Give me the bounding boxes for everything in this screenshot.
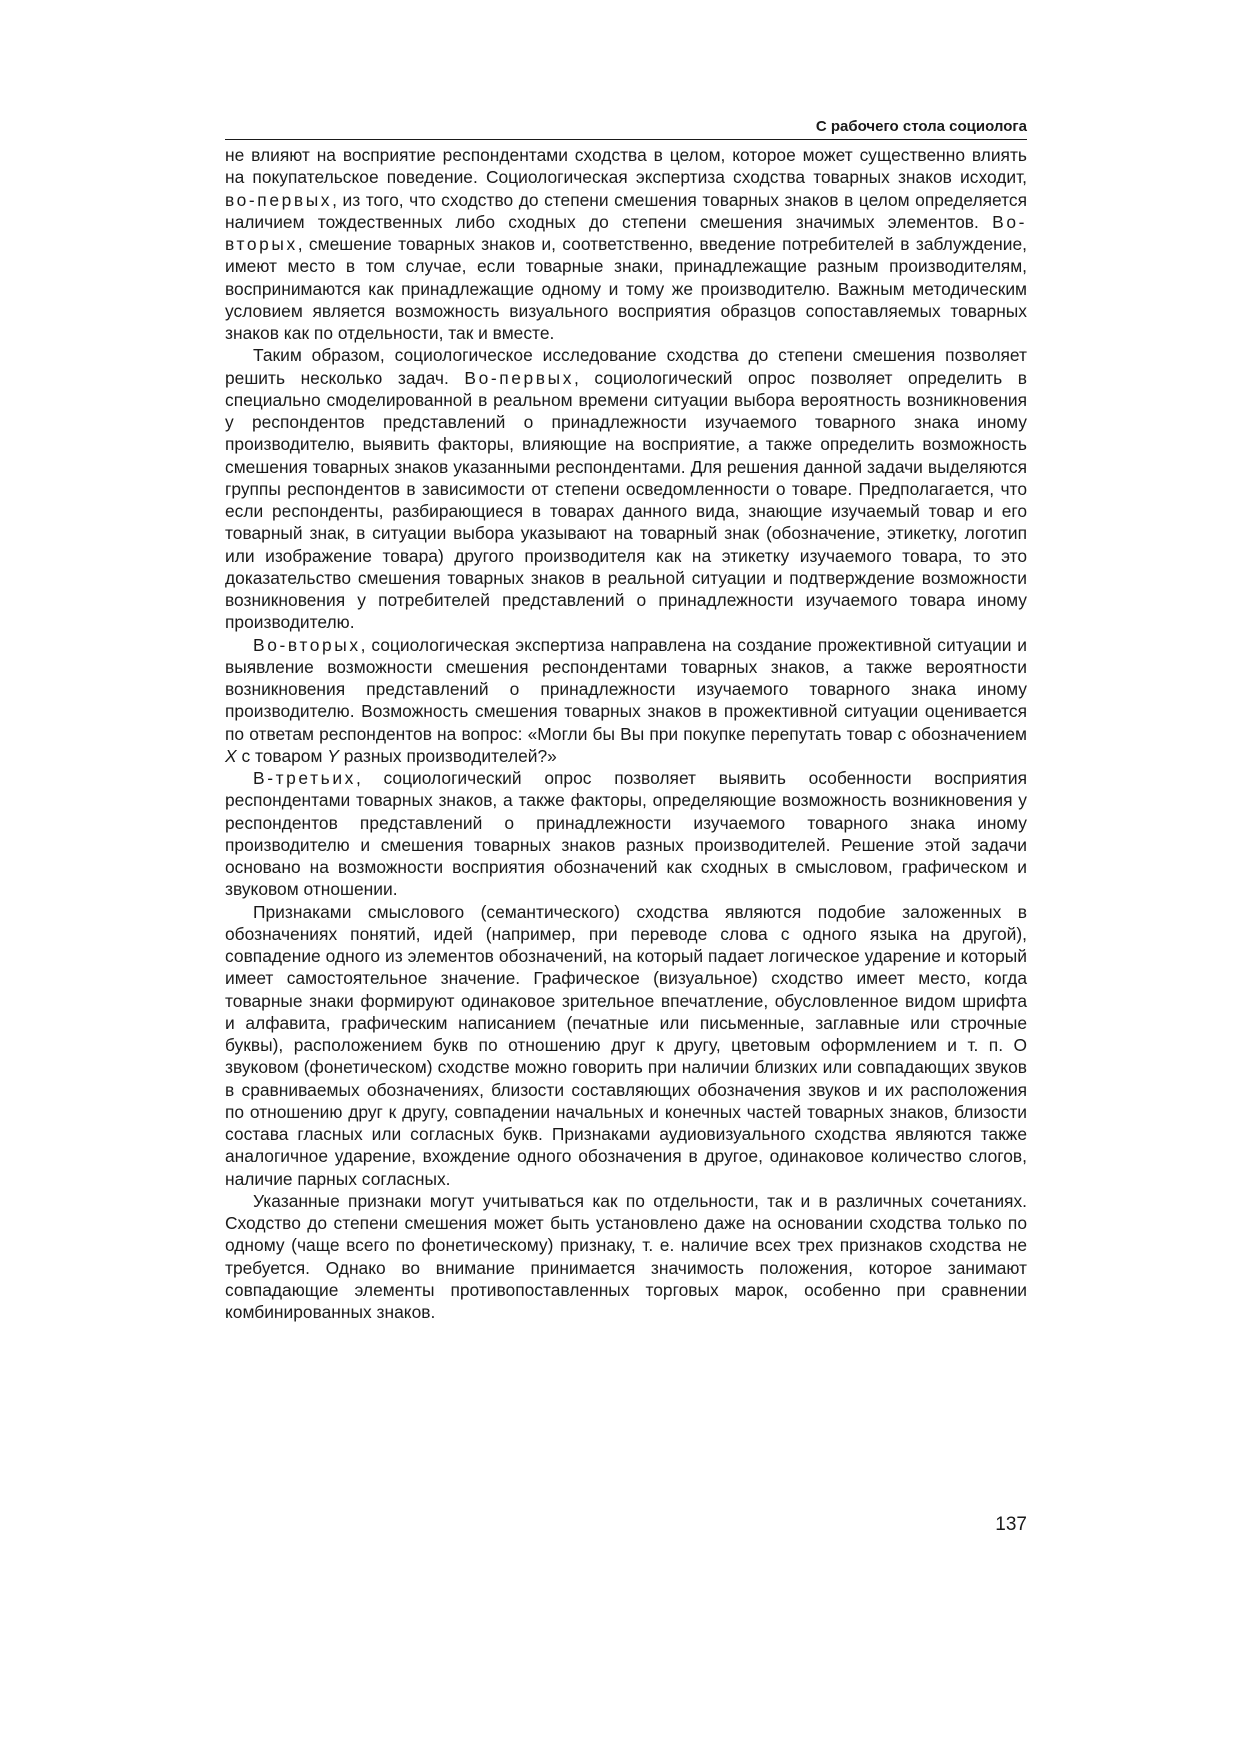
paragraph [225, 634, 1027, 768]
page-number: 137 [995, 1514, 1027, 1535]
paragraph-text: , социологический опрос позволяет выявить особенности восприятия респондентами товарных знаков, а также факторы, определяющие возможность возникновения у респондентов представлений о принадлежности изучаемого товарного знака иному производителю и смешения товарных знаков разных производителей. Решение этой задачи основано на возможности восприятия обозначений как сходных в смысловом, графическом и звуковом отношении. [225, 768, 1027, 900]
paragraph-text: Указанные признаки могут учитываться как по отдельности, так и в различных сочетаниях. Сходство до степени смешения может быть установлено даже на основании сходства только по одному (чаще всего по фонетическому) признаку, т. е. наличие всех трех признаков сходства не требуется. Однако во внимание принимается значимость положения, которое занимают совпадающие элементы противопоставленных торговых марок, особенно при сравнении комбинированных знаков. [225, 1190, 1027, 1322]
paragraph-text: , социологическая экспертиза направлена на создание прожективной ситуации и выявление возможности смешения респондентами товарных знаков, а также вероятности возникновения представлений о принадлежности изучаемого товарного знака иному производителю. Возможность смешения товарных знаков в прожективной ситуации оценивается по ответам респондентов на вопрос: «Могли бы Вы при покупке перепутать товар с обозначением [225, 634, 1027, 744]
spaced-emphasis: В-третьих [253, 768, 356, 788]
paragraph-text: , смешение товарных знаков и, соответственно, введение потребителей в заблуждение, имеют место в том случае, если товарные знаки, принадлежащие разным производителям, воспринимаются как принадлежащие одному и тому же производителю. Важным методическим условием является возможность визуального восприятия образцов сопоставляемых товарных знаков как по отдельности, так и вместе. [225, 234, 1027, 343]
paragraph [225, 344, 1027, 633]
paragraph-text: не влияют на восприятие респондентами сходства в целом, которое может существенно влиять на покупательское поведение. Социологическая экспертиза сходства товарных знаков исходит, [225, 145, 1027, 188]
document-page [225, 118, 1027, 1535]
spaced-emphasis: Во-вторых [225, 211, 1027, 254]
italic-text: X [225, 745, 237, 766]
spaced-emphasis: во-первых [225, 189, 333, 210]
paragraph [225, 144, 1027, 344]
paragraph-text: с товаром [236, 745, 328, 766]
paragraph-text: Признаками смыслового (семантического) сходства являются подобие заложенных в обозначениях понятий, идей (например, при переводе слова с одного языка на другой), совпадение одного из элементов обозначений, на который падает логическое ударение и который имеет самостоятельное значение. Графическое (визуальное) сходство имеет место, когда товарные знаки формируют одинаковое зрительное впечатление, обусловленное видом шрифта и алфавита, графическим написанием (печатные или письменные, заглавные или строчные буквы), расположением букв по отношению друг к другу, цветовым оформлением и т. п. О звуковом (фонетическом) сходстве можно говорить при наличии близких или совпадающих звуков в сравниваемых обозначениях, близости составляющих обозначения звуков и их расположения по отношению друг к другу, совпадении начальных и конечных частей товарных знаков, близости состава гласных или согласных букв. Признаками аудиовизуального сходства являются также аналогичное ударение, вхождение одного обозначения в другое, одинаковое количество слогов, наличие парных согласных. [225, 901, 1027, 1189]
italic-text: Y [327, 745, 339, 766]
body-text [225, 144, 1027, 1323]
spaced-emphasis: Во-первых [464, 367, 575, 388]
paragraph-text: разных производителей?» [338, 745, 557, 766]
paragraph-text: , социологический опрос позволяет определить в специально смоделированной в реальном времени ситуации выбора вероятность возникновения у респондентов представлений о принадлежности изучаемого товарного знака иному производителю, выявить факторы, влияющие на восприятие, а также определить возможность смешения товарных знаков указанными респондентами. Для решения данной задачи выделяются группы респондентов в зависимости от степени осведомленности о товаре. Предполагается, что если респонденты, разбирающиеся в товарах данного вида, знающие изучаемый товар и его товарный знак, в ситуации выбора указывают на товарный знак (обозначение, этикетку, логотип или изображение товара) другого производителя как на этикетку изучаемого товара, то это доказательство смешения товарных знаков в реальной ситуации и подтверждение возможности возникновения у потребителей представлений о принадлежности изучаемого товара иному производителю. [225, 367, 1027, 633]
paragraph [225, 1190, 1027, 1324]
paragraph-text: Таким образом, социологическое исследование сходства до степени смешения позволяет решить несколько задач. [225, 345, 1027, 388]
paragraph-text: , из того, что сходство до степени смешения товарных знаков в целом определяется наличием тождественных либо сходных до степени смешения значимых элементов. [225, 189, 1027, 232]
paragraph [225, 767, 1027, 901]
running-head: С рабочего стола социолога [225, 118, 1027, 140]
spaced-emphasis: Во-вторых [253, 634, 361, 655]
paragraph [225, 901, 1027, 1190]
